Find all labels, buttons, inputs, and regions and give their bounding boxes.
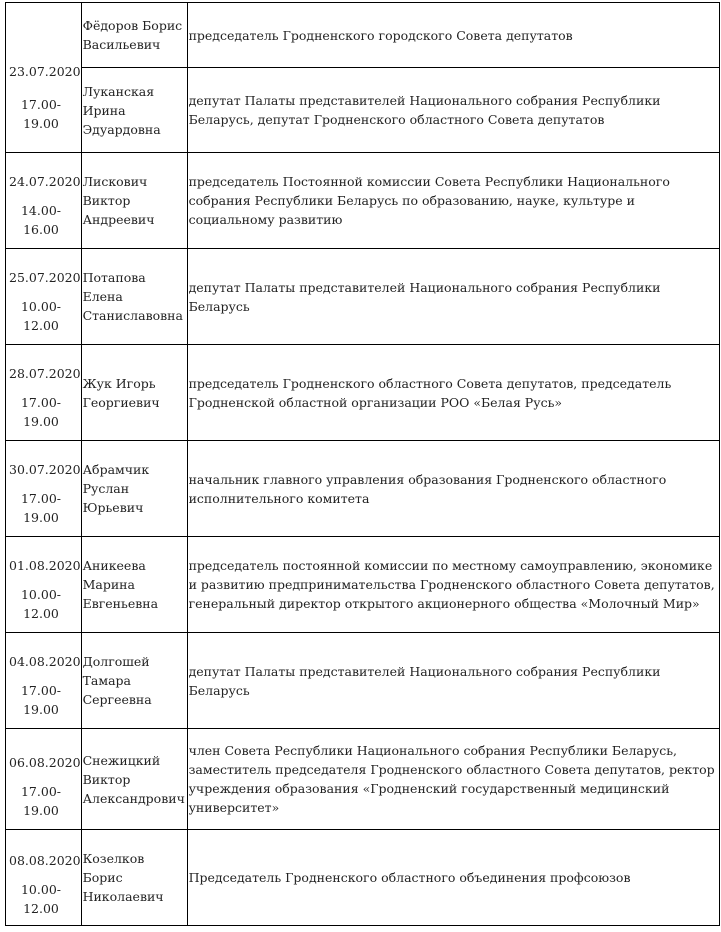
- person-name: Абрамчик Руслан Юрьевич: [82, 462, 150, 515]
- date-text: 24.07.2020: [9, 174, 81, 189]
- position-cell: [187, 345, 719, 441]
- time-text: 10.00-12.00: [20, 587, 61, 621]
- person-position: председатель Постоянной комиссии Совета Республики Национального собрания Республики Беларусь по образованию, науке, культуре и социальному развитию: [188, 174, 670, 227]
- date-cell: [6, 249, 82, 345]
- position-cell: [187, 537, 719, 633]
- position-cell: [187, 153, 719, 249]
- person-position: председатель Гродненского областного Совета депутатов, председатель Гродненской областной организации РОО «Белая Русь»: [188, 375, 672, 410]
- position-cell: [187, 633, 719, 729]
- table-row: [6, 3, 720, 68]
- date-cell: [6, 441, 82, 537]
- position-cell: [187, 441, 719, 537]
- time-text: 17.00-19.00: [20, 783, 61, 818]
- date-cell: [6, 729, 82, 830]
- name-cell: [81, 729, 187, 830]
- table-row: [6, 729, 720, 830]
- name-cell: [81, 441, 187, 537]
- person-name: Снежицкий Виктор Александрович: [82, 752, 185, 806]
- position-cell: [187, 68, 719, 153]
- table-row: [6, 441, 720, 537]
- date-text: 06.08.2020: [9, 754, 81, 770]
- date-cell: [6, 345, 82, 441]
- date-text: 01.08.2020: [9, 558, 81, 573]
- name-cell: [81, 633, 187, 729]
- person-name: Долгошей Тамара Сергеевна: [82, 654, 152, 707]
- date-text: 25.07.2020: [9, 270, 81, 285]
- name-cell: [81, 68, 187, 153]
- date-text: 30.07.2020: [9, 462, 81, 477]
- date-text: 08.08.2020: [9, 853, 81, 868]
- person-name: Козелков Борис Николаевич: [82, 851, 164, 904]
- person-position: депутат Палаты представителей Национального собрания Республики Беларусь: [188, 663, 661, 698]
- schedule-table: [5, 2, 720, 926]
- person-name: Аникеева Марина Евгеньевна: [82, 558, 159, 611]
- table-row: [6, 345, 720, 441]
- date-cell: [6, 537, 82, 633]
- table-row: [6, 68, 720, 153]
- time-text: 17.00-19.00: [20, 395, 61, 429]
- name-cell: [81, 537, 187, 633]
- date-text: 23.07.2020: [9, 64, 81, 79]
- table-row: [6, 153, 720, 249]
- name-cell: [81, 830, 187, 926]
- person-name: Луканская Ирина Эдуардовна: [82, 83, 161, 137]
- position-cell: [187, 249, 719, 345]
- person-name: Потапова Елена Станиславовна: [82, 270, 183, 323]
- name-cell: [81, 249, 187, 345]
- time-text: 10.00-12.00: [20, 882, 61, 916]
- name-cell: [81, 153, 187, 249]
- time-text: 17.00-19.00: [20, 683, 61, 717]
- table-row: [6, 249, 720, 345]
- person-position: Председатель Гродненского областного объединения профсоюзов: [188, 870, 631, 885]
- person-position: депутат Палаты представителей Национального собрания Республики Беларусь: [188, 279, 661, 314]
- table-row: [6, 537, 720, 633]
- name-cell: [81, 345, 187, 441]
- person-position: председатель Гродненского городского Совета депутатов: [188, 27, 573, 43]
- person-position: начальник главного управления образования Гродненского областного исполнительного комитета: [188, 471, 667, 506]
- position-cell: [187, 3, 719, 68]
- table-row: [6, 633, 720, 729]
- time-text: 10.00-12.00: [20, 299, 61, 333]
- time-text: 14.00-16.00: [20, 203, 61, 237]
- person-position: депутат Палаты представителей Национального собрания Республики Беларусь, депутат Гродненского областного Совета депутатов: [188, 93, 661, 127]
- person-name: Фёдоров Борис Васильевич: [82, 18, 183, 52]
- time-text: 17.00-19.00: [20, 491, 61, 525]
- name-cell: [81, 3, 187, 68]
- person-name: Лискович Виктор Андреевич: [82, 174, 155, 227]
- position-cell: [187, 729, 719, 830]
- date-cell: [6, 3, 82, 153]
- position-cell: [187, 830, 719, 926]
- date-cell: [6, 830, 82, 926]
- person-name: Жук Игорь Георгиевич: [82, 375, 160, 410]
- person-position: член Совета Республики Национального собрания Республики Беларусь, заместитель председателя Гродненского областного Совета депутатов, ректор учреждения образования «Гродненский государственный медицинский университет»: [188, 743, 715, 815]
- table-row: [6, 830, 720, 926]
- date-text: 04.08.2020: [9, 654, 81, 669]
- date-cell: [6, 633, 82, 729]
- date-text: 28.07.2020: [9, 366, 81, 381]
- time-text: 17.00-19.00: [20, 97, 61, 131]
- date-cell: [6, 153, 82, 249]
- person-position: председатель постоянной комиссии по местному самоуправлению, экономике и развитию предпринимательства Гродненского областного Совета депутатов, генеральный директор открытого акционерного общества «Молочный Мир»: [188, 558, 715, 611]
